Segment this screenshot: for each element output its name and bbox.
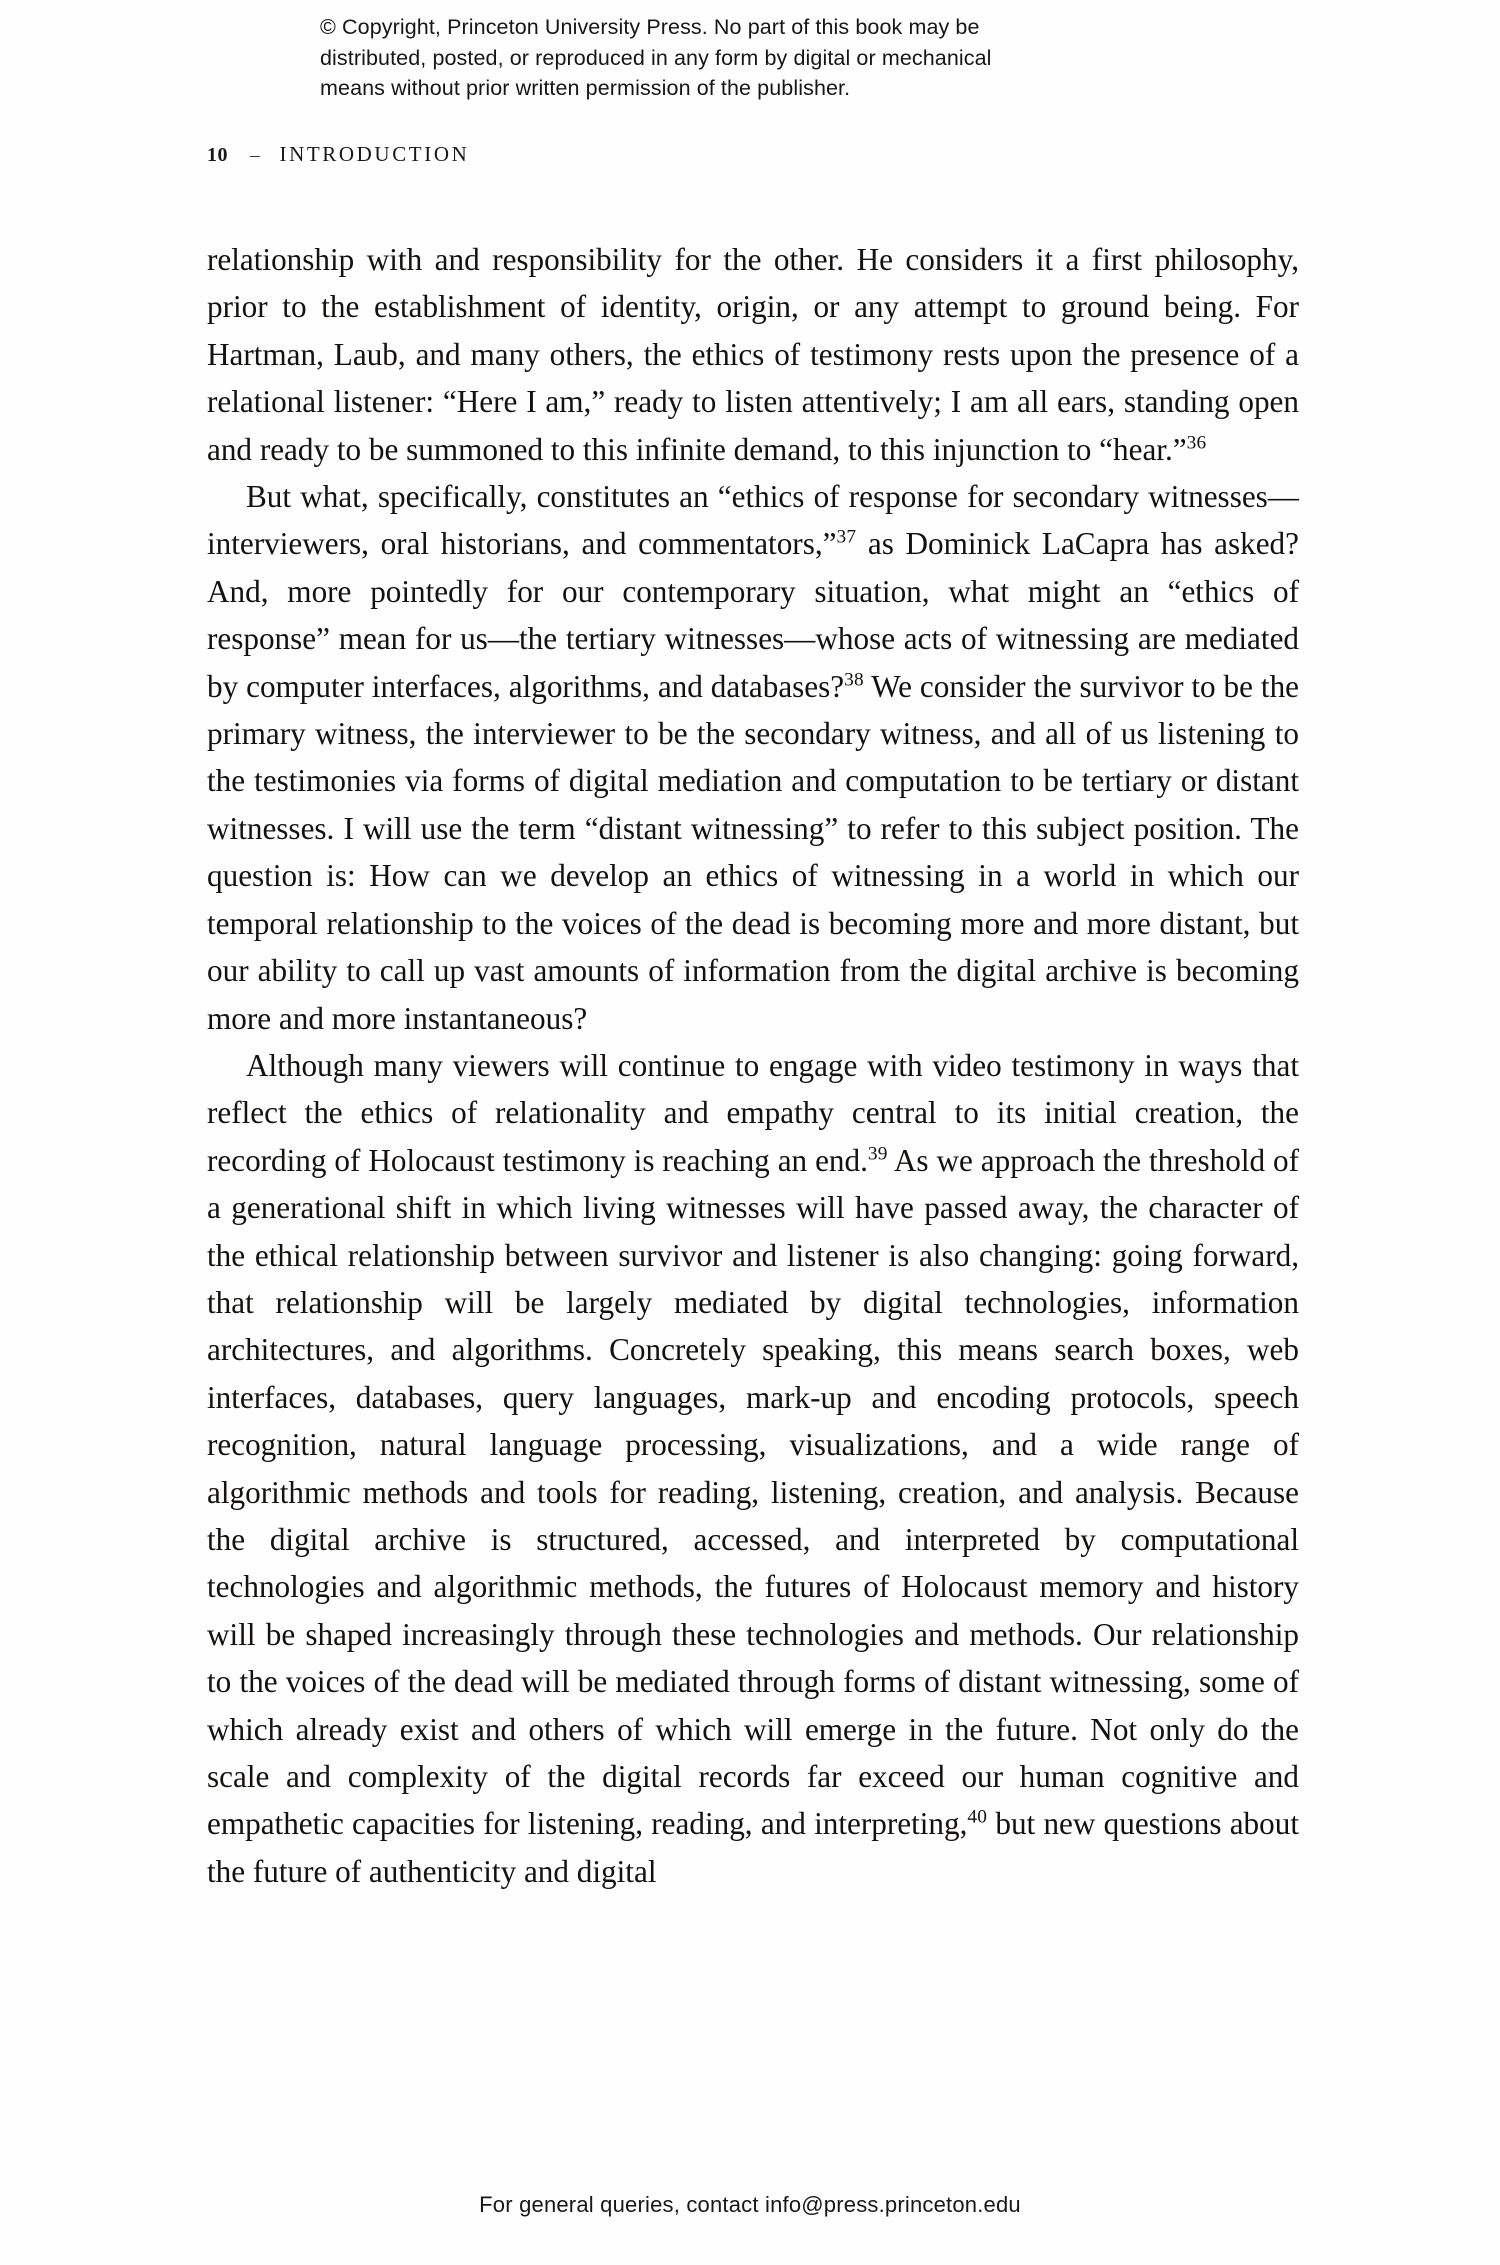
copyright-line-3: means without prior written permission of the publisher. xyxy=(320,76,851,101)
footnote-reference[interactable]: 36 xyxy=(1186,432,1207,454)
running-head-title: INTRODUCTION xyxy=(279,142,470,166)
footnote-reference[interactable]: 37 xyxy=(836,527,857,549)
copyright-line-2: distributed, posted, or reproduced in any form by digital or mechanical xyxy=(320,45,992,70)
page-footer xyxy=(0,2192,1500,2218)
footnote-reference[interactable]: 40 xyxy=(967,1807,988,1829)
body-paragraph: Although many viewers will continue to engage with video testimony in ways that reflect the ethics of relationality and empathy central to its initial creation, the recording of Holocaust testimony is reaching an end.$^{39}$ As we approach the threshold of a generational shift in which living witnesses will have passed away, the character of the ethical relationship between survivor and listener is also changing: going forward, that relationship will be largely mediated by digital technologies, information architectures, and algorithms. Concretely speaking, this means search boxes, web interfaces, databases, query languages, mark-up and encoding protocols, speech recognition, natural language processing, visualizations, and a wide range of algorithmic methods and tools for reading, listening, creation, and analysis. Because the digital archive is structured, accessed, and interpreted by computational technologies and algorithmic methods, the futures of Holocaust memory and history will be shaped increasingly through these technologies and methods. Our relationship to the voices of the dead will be mediated through forms of distant witnessing, some of which already exist and others of which will emerge in the future. Not only do the scale and complexity of the digital records far exceed our human cognitive and empathetic capacities for listening, reading, and interpreting,$^{40}$ but new questions about the future of authenticity and digital xyxy=(207,1047,1300,1889)
page-number: 10 xyxy=(207,144,228,166)
body-text xyxy=(207,236,1299,1895)
running-head-separator: – xyxy=(250,145,260,166)
running-head xyxy=(207,142,469,167)
copyright-line-1: © Copyright, Princeton University Press. No part of this book may be xyxy=(320,15,980,39)
footnote-reference[interactable]: 39 xyxy=(867,1143,888,1165)
footer-text: For general queries, contact info@press.princeton.edu xyxy=(479,2192,1021,2217)
body-paragraph: But what, specifically, constitutes an “ethics of response for secondary witnesses—interviewers, oral historians, and commentators,”$^{37}$ as Dominick LaCapra has asked? And, more pointedly for our contemporary situation, what might an “ethics of response” mean for us—the tertiary witnesses—whose acts of witnessing are mediated by computer interfaces, algorithms, and databases?$^{38}$ We consider the survivor to be the primary witness, the interviewer to be the secondary witness, and all of us listening to the testimonies via forms of digital mediation and computation to be tertiary or distant witnesses. I will use the term “distant witnessing” to refer to this subject position. The question is: How can we develop an ethics of witnessing in a world in which our temporal relationship to the voices of the dead is becoming more and more distant, but our ability to call up vast amounts of information from the digital archive is becoming more and more instantaneous? xyxy=(207,479,1300,1036)
body-paragraph: relationship with and responsibility for the other. He considers it a first philosophy, prior to the establishment of identity, origin, or any attempt to ground being. For Hartman, Laub, and many others, the ethics of testimony rests upon the presence of a relational listener: “Here I am,” ready to listen attentively; I am all ears, standing open and ready to be summoned to this infinite demand, to this injunction to “hear.”$^{36}$ xyxy=(207,242,1299,467)
footnote-reference[interactable]: 38 xyxy=(844,669,864,691)
copyright-notice xyxy=(320,12,1170,104)
